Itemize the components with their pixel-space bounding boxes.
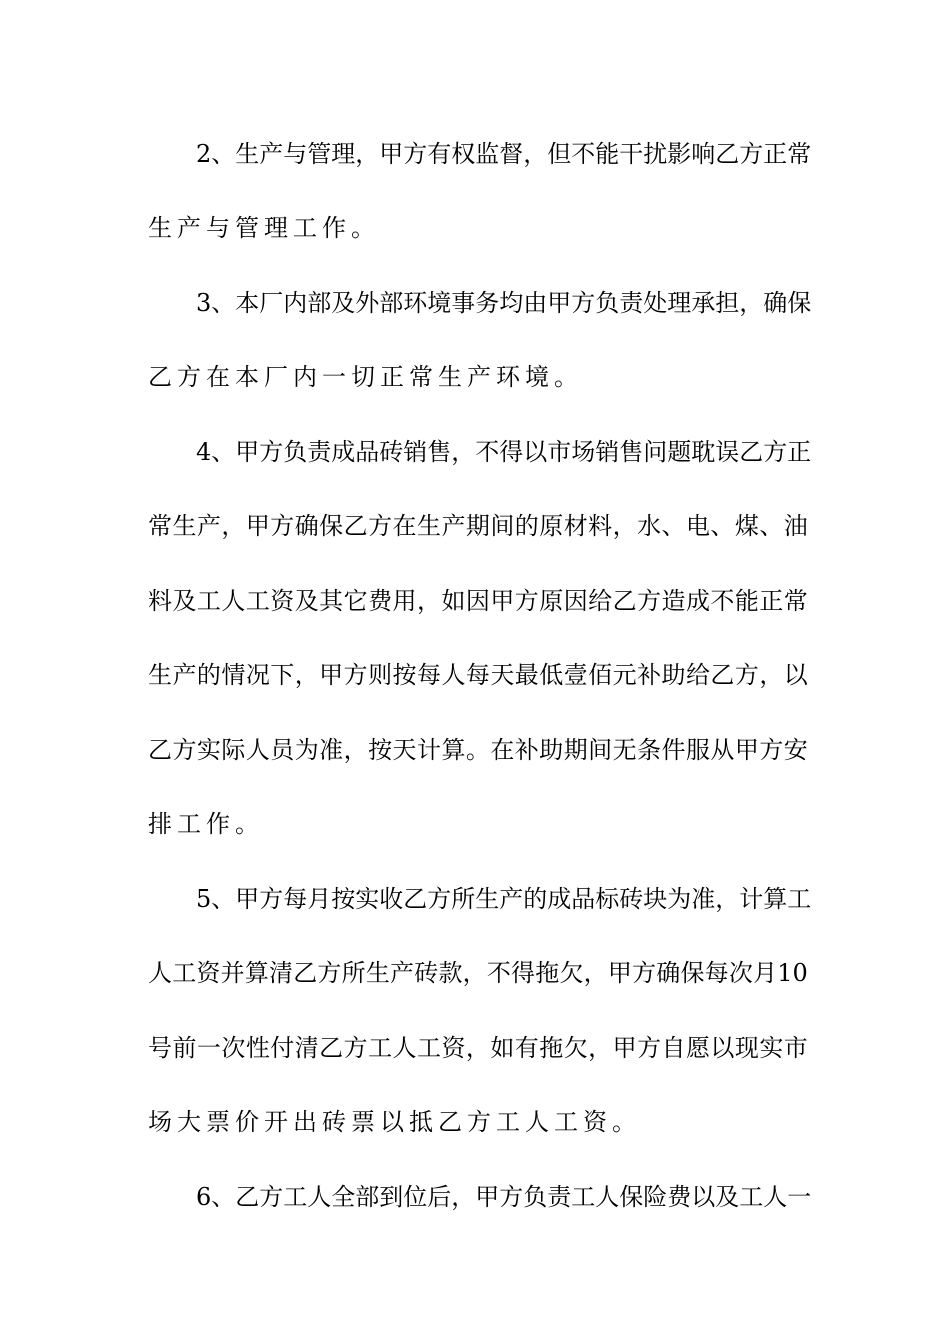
clause-4-line-4: 生 产 的 情 况 下 ， 甲 方 则 按 每 人 每 天 最 低 壹 佰 元 补 助 给 乙 方 ， 以 — [148, 661, 808, 689]
clause-2-line-2: 生产与管理工作。 — [148, 214, 380, 242]
clause-4-line-3: 料 及 工 人 工 资 及 其 它 费 用 ， 如 因 甲 方 原 因 给 乙 方 造 成 不 能 正 常 — [148, 587, 808, 615]
clause-3-line-2: 乙方在本厂内一切正常生产环境。 — [148, 363, 583, 391]
clause-4-line-1: 4 、 甲 方 负 责 成 品 砖 销 售 ， 不 得 以 市 场 销 售 问 题 耽 误 乙 方 正 — [196, 438, 812, 466]
clause-3-line-1: 3 、 本 厂 内 部 及 外 部 环 境 事 务 均 由 甲 方 负 责 处 理 承 担 ， 确 保 — [196, 289, 812, 317]
clause-5-line-3: 号 前 一 次 性 付 清 乙 方 工 人 工 资 ， 如 有 拖 欠 ， 甲 方 自 愿 以 现 实 市 — [148, 1034, 808, 1062]
clause-5-line-1: 5 、 甲 方 每 月 按 实 收 乙 方 所 生 产 的 成 品 标 砖 块 为 准 ， 计 算 工 — [196, 885, 812, 913]
clause-5-line-4: 场大票价开出砖票以抵乙方工人工资。 — [148, 1108, 641, 1136]
clause-4-line-6: 排工作。 — [148, 810, 264, 838]
clause-5-line-2: 人 工 资 并 算 清 乙 方 所 生 产 砖 款 ， 不 得 拖 欠 ， 甲 方 确 保 每 次 月 10 — [148, 959, 808, 987]
clause-4-line-2: 常 生 产 ， 甲 方 确 保 乙 方 在 生 产 期 间 的 原 材 料 ， 水 、 电 、 煤 、 油 — [148, 512, 808, 540]
clause-4-line-5: 乙 方 实 际 人 员 为 准 ， 按 天 计 算 。 在 补 助 期 间 无 条 件 服 从 甲 方 安 — [148, 736, 808, 764]
clause-2-line-1: 2 、 生 产 与 管 理 ， 甲 方 有 权 监 督 ， 但 不 能 干 扰 影 响 乙 方 正 常 — [196, 140, 812, 168]
clause-6-line-1: 6 、 乙 方 工 人 全 部 到 位 后 ， 甲 方 负 责 工 人 保 险 费 以 及 工 人 一 — [196, 1183, 812, 1211]
